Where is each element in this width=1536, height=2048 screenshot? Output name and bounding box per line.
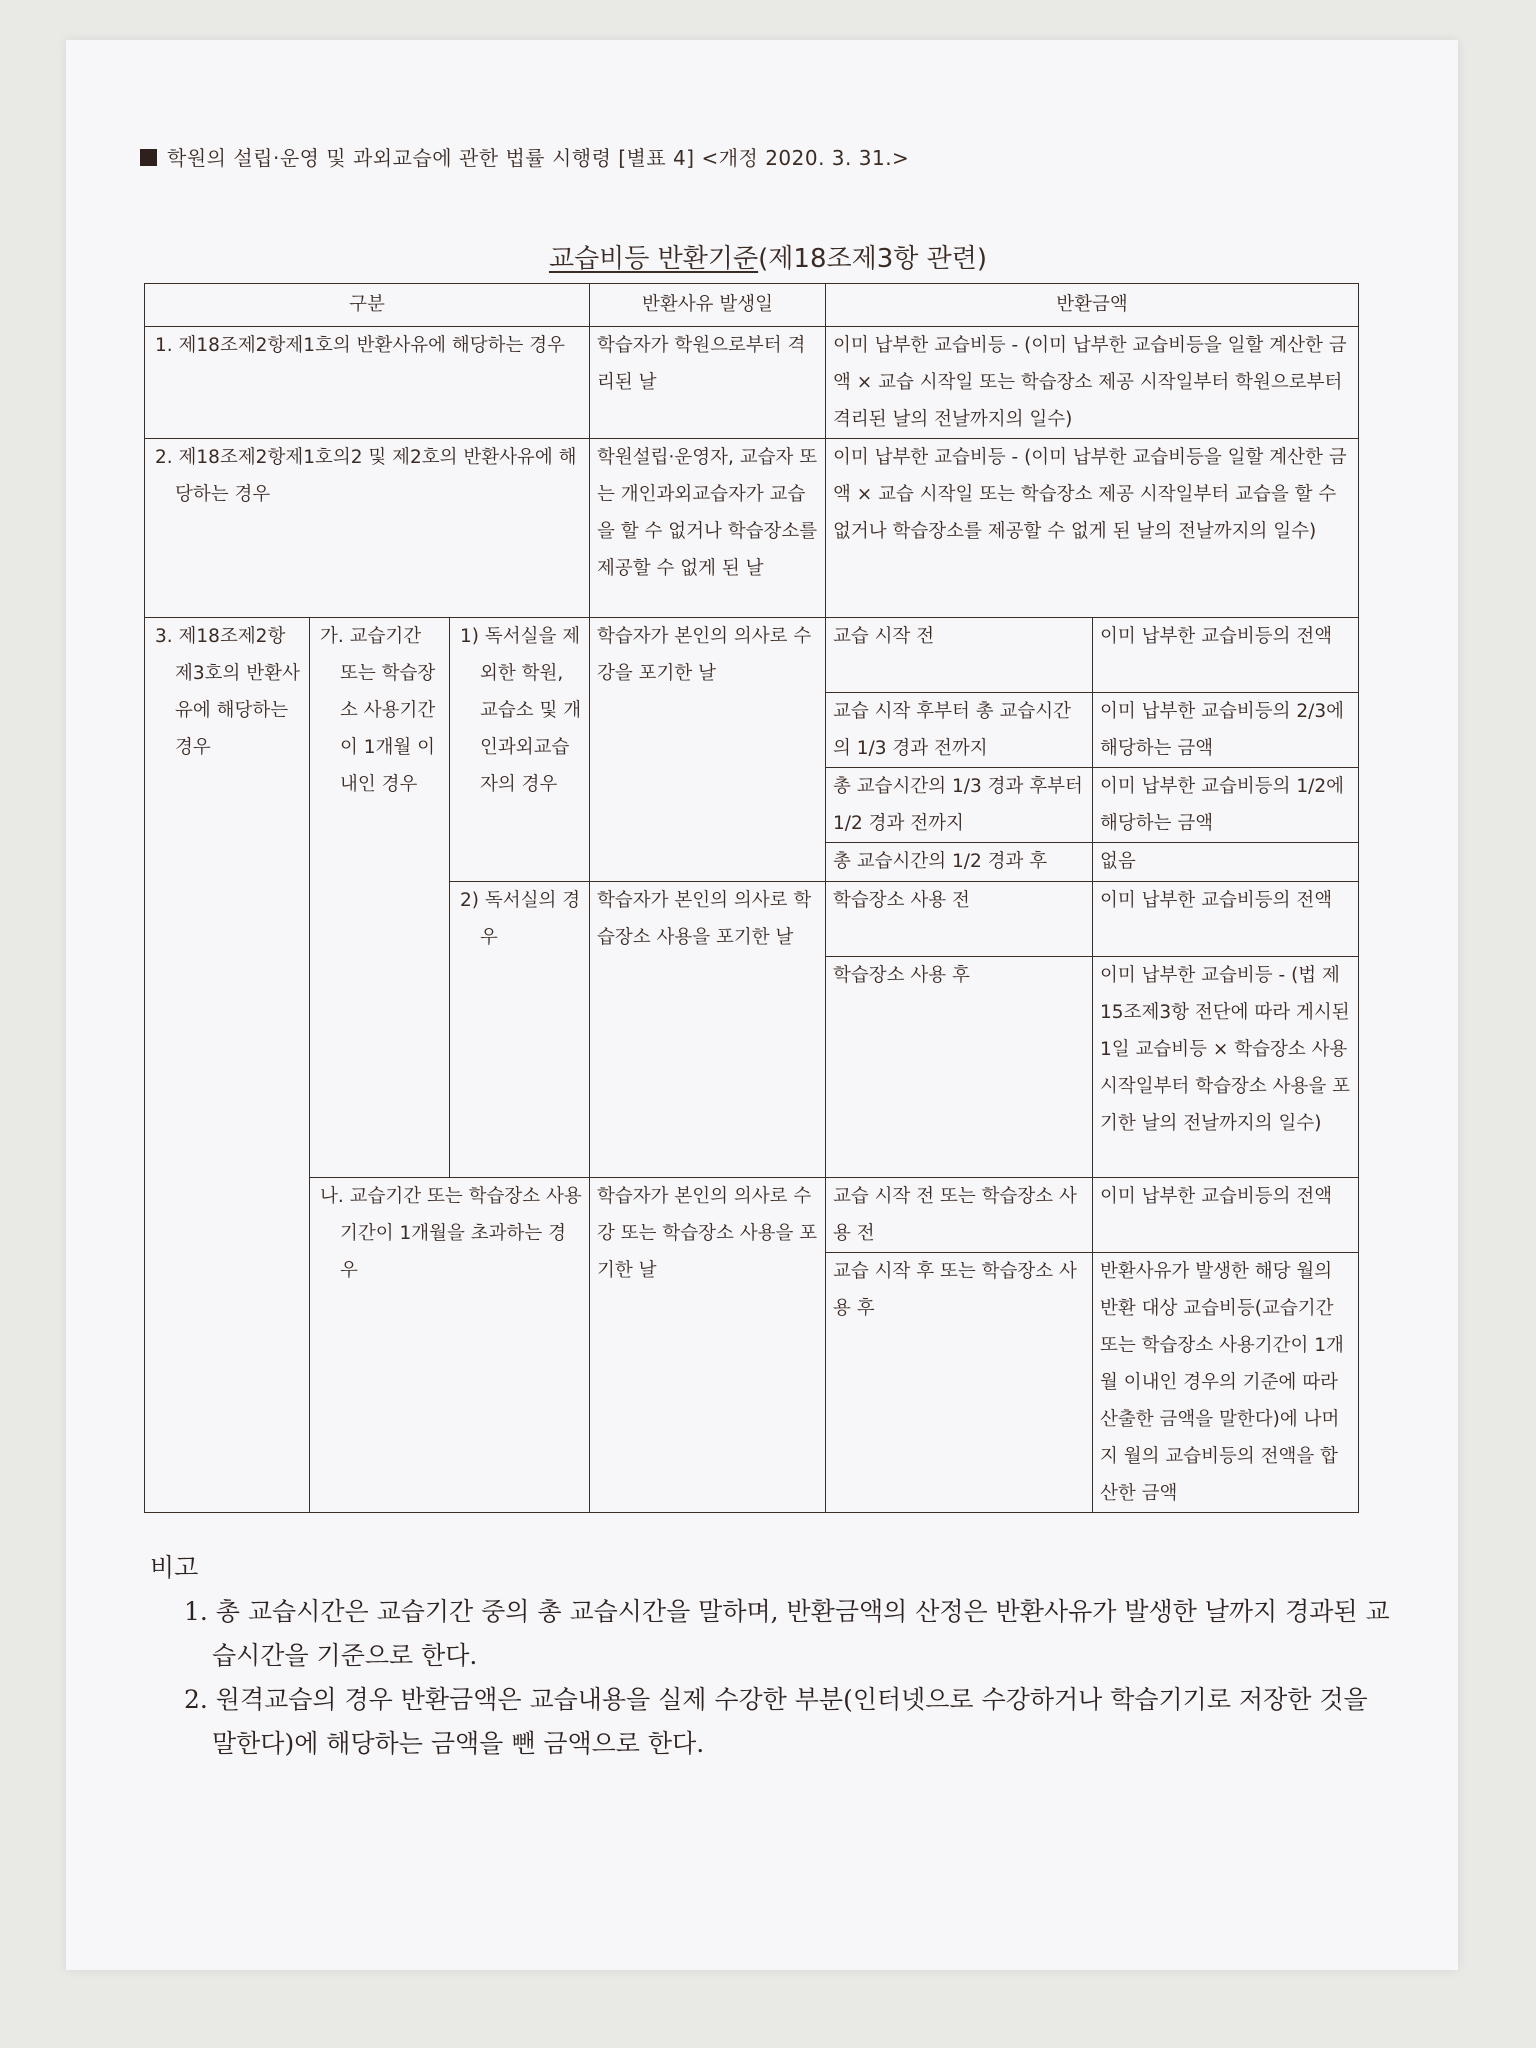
row3-category: 3. 제18조제2항제3호의 반환사유에 해당하는 경우 bbox=[145, 618, 310, 1513]
row2-occurrence: 학원설립·운영자, 교습자 또는 개인과외교습자가 교습을 할 수 없거나 학습장소를 제공할 수 없게 된 날 bbox=[590, 439, 826, 618]
na-period-1: 교습 시작 후 또는 학습장소 사용 후 bbox=[826, 1253, 1093, 1513]
row3-na-occurrence: 학습자가 본인의 의사로 수강 또는 학습장소 사용을 포기한 날 bbox=[590, 1178, 826, 1513]
law-header bbox=[140, 142, 909, 171]
row1-occurrence: 학습자가 학원으로부터 격리된 날 bbox=[590, 327, 826, 439]
ga1-period-2: 총 교습시간의 1/3 경과 후부터 1/2 경과 전까지 bbox=[826, 768, 1093, 843]
ga1-period-1: 교습 시작 후부터 총 교습시간의 1/3 경과 전까지 bbox=[826, 693, 1093, 768]
table-row bbox=[145, 618, 1359, 693]
notes-heading: 비고 bbox=[150, 1553, 199, 1582]
row3-ga2: 2) 독서실의 경우 bbox=[450, 882, 590, 1178]
header-occurrence: 반환사유 발생일 bbox=[590, 284, 826, 327]
row1-amount: 이미 납부한 교습비등 - (이미 납부한 교습비등을 일할 계산한 금액 × 교습 시작일 또는 학습장소 제공 시작일부터 학원으로부터 격리된 날의 전날까지의 일수) bbox=[826, 327, 1359, 439]
table-header-row bbox=[145, 284, 1359, 327]
notes-section bbox=[150, 1546, 1390, 1766]
title-sub: (제18조제3항 관련) bbox=[758, 244, 988, 274]
row3-ga: 가. 교습기간 또는 학습장소 사용기간이 1개월 이내인 경우 bbox=[310, 618, 450, 1178]
refund-table bbox=[144, 283, 1359, 1513]
header-amount: 반환금액 bbox=[826, 284, 1359, 327]
ga1-amount-0: 이미 납부한 교습비등의 전액 bbox=[1093, 618, 1359, 693]
row1-category: 1. 제18조제2항제1호의 반환사유에 해당하는 경우 bbox=[145, 327, 590, 439]
table-row bbox=[145, 327, 1359, 439]
row3-ga1: 1) 독서실을 제외한 학원, 교습소 및 개인과외교습자의 경우 bbox=[450, 618, 590, 882]
ga2-amount-1: 이미 납부한 교습비등 - (법 제15조제3항 전단에 따라 게시된 1일 교습비등 × 학습장소 사용 시작일부터 학습장소 사용을 포기한 날의 전날까지의 일수) bbox=[1093, 957, 1359, 1178]
row3-ga1-occurrence: 학습자가 본인의 의사로 수강을 포기한 날 bbox=[590, 618, 826, 882]
document-title bbox=[0, 238, 1536, 275]
ga1-period-3: 총 교습시간의 1/2 경과 후 bbox=[826, 843, 1093, 882]
ga2-period-1: 학습장소 사용 후 bbox=[826, 957, 1093, 1178]
ga1-period-0: 교습 시작 전 bbox=[826, 618, 1093, 693]
header-category: 구분 bbox=[145, 284, 590, 327]
title-main: 교습비등 반환기준 bbox=[548, 244, 759, 274]
ga1-amount-1: 이미 납부한 교습비등의 2/3에 해당하는 금액 bbox=[1093, 693, 1359, 768]
note-item-1: 1. 총 교습시간은 교습기간 중의 총 교습시간을 말하며, 반환금액의 산정은 반환사유가 발생한 날까지 경과된 교습시간을 기준으로 한다. bbox=[184, 1597, 1390, 1670]
ga1-amount-2: 이미 납부한 교습비등의 1/2에 해당하는 금액 bbox=[1093, 768, 1359, 843]
na-amount-0: 이미 납부한 교습비등의 전액 bbox=[1093, 1178, 1359, 1253]
law-title: 학원의 설립·운영 및 과외교습에 관한 법률 시행령 [별표 4] <개정 2020. 3. 31.> bbox=[167, 146, 910, 170]
row3-ga2-occurrence: 학습자가 본인의 의사로 학습장소 사용을 포기한 날 bbox=[590, 882, 826, 1178]
note-item-2: 2. 원격교습의 경우 반환금액은 교습내용을 실제 수강한 부분(인터넷으로 수강하거나 학습기기로 저장한 것을 말한다)에 해당하는 금액을 뺀 금액으로 한다. bbox=[184, 1685, 1368, 1758]
na-period-0: 교습 시작 전 또는 학습장소 사용 전 bbox=[826, 1178, 1093, 1253]
ga1-amount-3: 없음 bbox=[1093, 843, 1359, 882]
row3-na: 나. 교습기간 또는 학습장소 사용기간이 1개월을 초과하는 경우 bbox=[310, 1178, 590, 1513]
table-row bbox=[145, 1178, 1359, 1253]
ga2-amount-0: 이미 납부한 교습비등의 전액 bbox=[1093, 882, 1359, 957]
table-row bbox=[145, 439, 1359, 618]
ga2-period-0: 학습장소 사용 전 bbox=[826, 882, 1093, 957]
row2-category: 2. 제18조제2항제1호의2 및 제2호의 반환사유에 해당하는 경우 bbox=[145, 439, 590, 618]
row2-amount: 이미 납부한 교습비등 - (이미 납부한 교습비등을 일할 계산한 금액 × 교습 시작일 또는 학습장소 제공 시작일부터 교습을 할 수 없거나 학습장소를 제공할 수 없게 된 날의 전날까지의 일수) bbox=[826, 439, 1359, 618]
square-bullet-icon bbox=[140, 149, 157, 166]
na-amount-1: 반환사유가 발생한 해당 월의 반환 대상 교습비등(교습기간 또는 학습장소 사용기간이 1개월 이내인 경우의 기준에 따라 산출한 금액을 말한다)에 나머지 월의 교습비등의 전액을 합산한 금액 bbox=[1093, 1253, 1359, 1513]
